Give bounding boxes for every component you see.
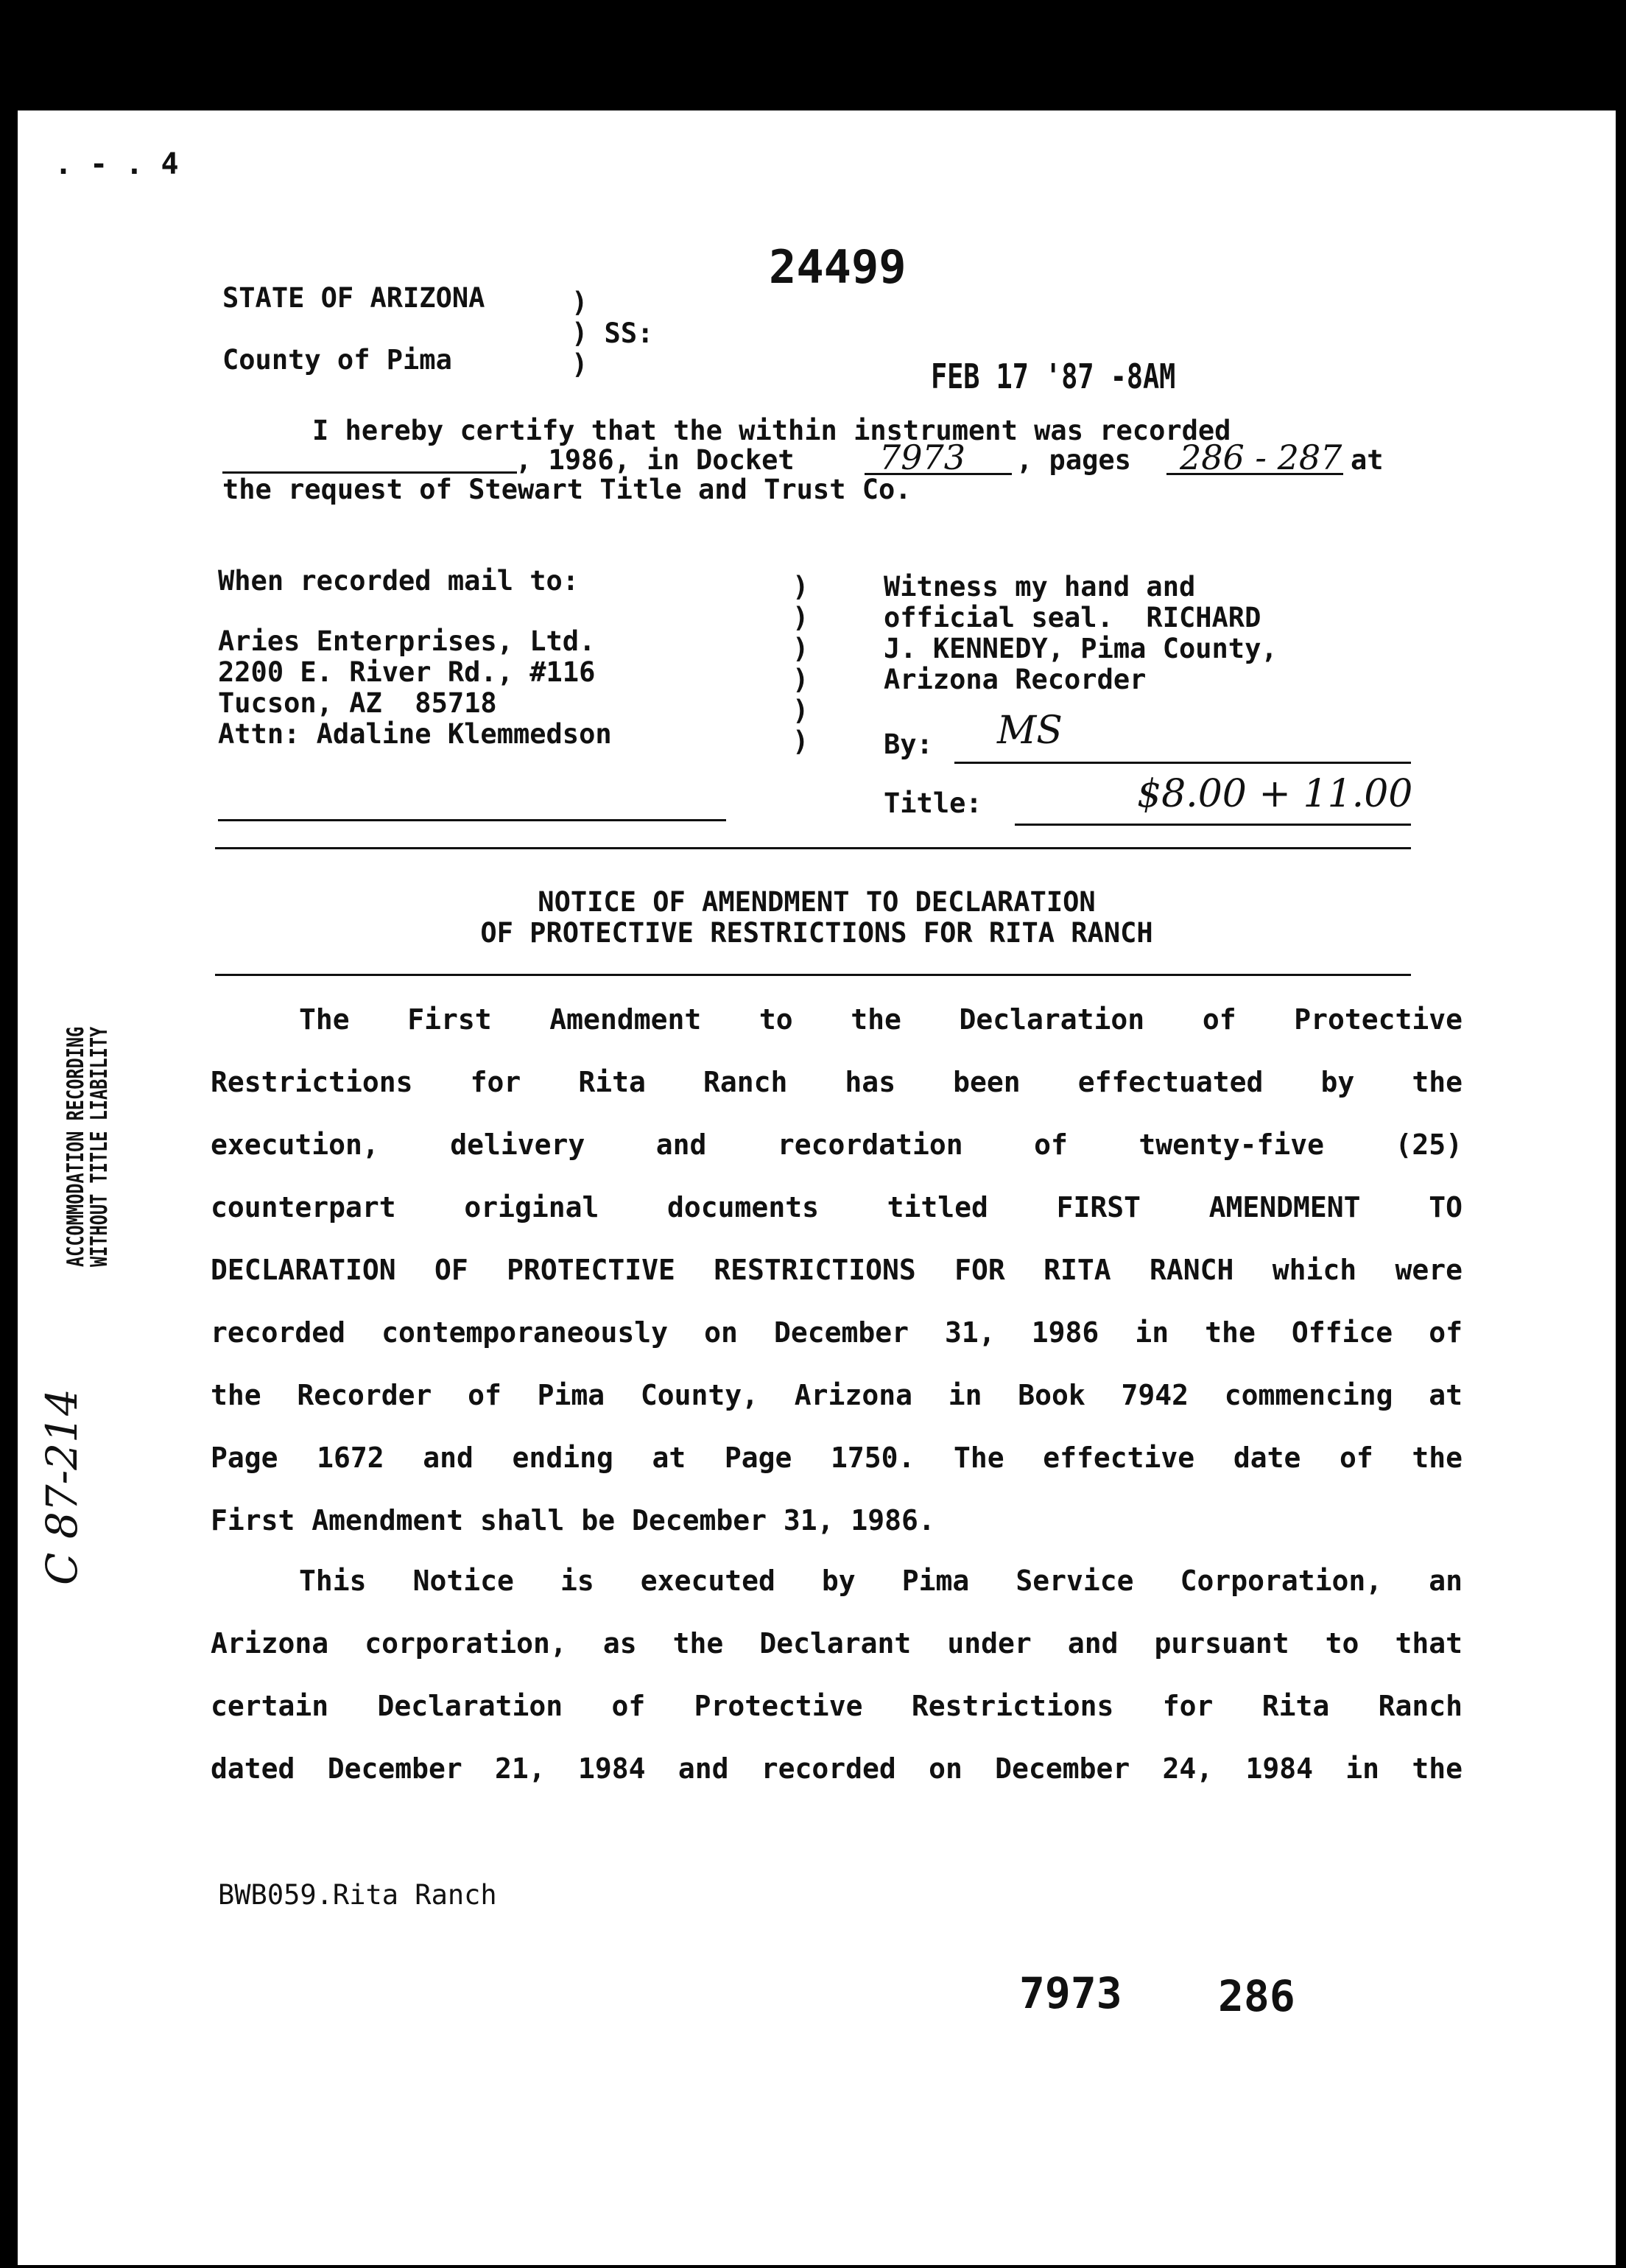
by-underline xyxy=(954,762,1411,764)
bracket-paren: ) xyxy=(792,571,809,603)
paragraph-line: This Notice is executed by Pima Service Corporation, an xyxy=(299,1565,1463,1597)
county-label: County of Pima xyxy=(222,344,452,376)
paragraph-line: dated December 21, 1984 and recorded on December 24, 1984 in the xyxy=(211,1752,1463,1785)
witness-line: Arizona Recorder xyxy=(884,664,1147,695)
mail-to-underline xyxy=(218,819,726,821)
paragraph-line: the Recorder of Pima County, Arizona in Book 7942 commencing at xyxy=(211,1379,1463,1411)
certify-line-2c: at xyxy=(1351,444,1384,476)
paragraph-2 xyxy=(211,1550,1463,1800)
paragraph-line: First Amendment shall be December 31, 1986. xyxy=(211,1504,935,1537)
mail-to-line: Attn: Adaline Klemmedson xyxy=(218,718,612,750)
by-handwritten: MS xyxy=(997,709,1063,753)
paragraph-line: counterpart original documents titled FIRST AMENDMENT TO xyxy=(211,1191,1463,1223)
paragraph-1 xyxy=(211,989,1463,1552)
bracket-paren: ) xyxy=(792,695,809,726)
ss-label: ) SS: xyxy=(571,317,654,349)
witness-line: Witness my hand and xyxy=(884,571,1196,603)
footer-filename: BWB059.Rita Ranch xyxy=(218,1879,497,1911)
certify-line-3: the request of Stewart Title and Trust Co. xyxy=(222,474,912,505)
accommodation-stamp-line-2: WITHOUT TITLE LIABILITY xyxy=(86,1026,113,1267)
by-label: By: xyxy=(884,729,933,760)
title-underline xyxy=(1015,824,1411,826)
recording-number: 24499 xyxy=(769,240,907,294)
certify-line-1: I hereby certify that the within instrument was recorded xyxy=(312,415,1231,446)
certify-line-2b: , pages xyxy=(1016,444,1131,476)
witness-line: J. KENNEDY, Pima County, xyxy=(884,633,1278,664)
paragraph-line: The First Amendment to the Declaration of Protective xyxy=(299,1003,1463,1036)
mail-to-line: Aries Enterprises, Ltd. xyxy=(218,625,596,657)
notice-heading-2: OF PROTECTIVE RESTRICTIONS FOR RITA RANCH xyxy=(480,917,1153,949)
section-rule xyxy=(215,847,1411,849)
side-handwritten-note: C 87-214 xyxy=(37,1388,87,1585)
title-label: Title: xyxy=(884,787,982,819)
footer-docket: 7973 xyxy=(1019,1968,1122,2018)
footer-page: 286 xyxy=(1218,1971,1295,2021)
paragraph-line: DECLARATION OF PROTECTIVE RESTRICTIONS FOR RITA RANCH which were xyxy=(211,1254,1463,1286)
bracket-paren: ) xyxy=(792,726,809,757)
paragraph-line: recorded contemporaneously on December 31, 1986 in the Office of xyxy=(211,1316,1463,1349)
notice-heading-1: NOTICE OF AMENDMENT TO DECLARATION xyxy=(538,886,1096,918)
docket-handwritten: 7973 xyxy=(879,438,966,477)
venue-paren: ) xyxy=(571,287,588,318)
date-stamp: FEB 17 '87 -8AM xyxy=(931,357,1176,396)
pages-handwritten: 286 - 287 xyxy=(1180,438,1342,477)
mail-to-line: Tucson, AZ 85718 xyxy=(218,687,497,719)
heading-rule xyxy=(215,974,1411,976)
pages-blank xyxy=(1166,473,1343,475)
paragraph-line: Page 1672 and ending at Page 1750. The effective date of the xyxy=(211,1442,1463,1474)
bracket-paren: ) xyxy=(792,664,809,695)
document-page xyxy=(18,110,1616,2265)
corner-marks: . - . 4 xyxy=(54,147,179,181)
paragraph-line: Arizona corporation, as the Declarant under and pursuant to that xyxy=(211,1627,1463,1660)
paragraph-line: execution, delivery and recordation of twenty-five (25) xyxy=(211,1128,1463,1161)
title-handwritten: $8.00 + 11.00 xyxy=(1137,772,1413,816)
accommodation-stamp-line-1: ACCOMMODATION RECORDING xyxy=(63,1026,89,1267)
bracket-paren: ) xyxy=(792,633,809,664)
certify-line-2a: , 1986, in Docket xyxy=(515,444,795,476)
mail-to-line: 2200 E. River Rd., #116 xyxy=(218,656,596,688)
paragraph-line: certain Declaration of Protective Restrictions for Rita Ranch xyxy=(211,1690,1463,1722)
mail-to-label: When recorded mail to: xyxy=(218,565,580,597)
paragraph-line: Restrictions for Rita Ranch has been effectuated by the xyxy=(211,1066,1463,1098)
venue-paren: ) xyxy=(571,348,588,380)
bracket-paren: ) xyxy=(792,602,809,633)
witness-line: official seal. RICHARD xyxy=(884,602,1261,633)
state-label: STATE OF ARIZONA xyxy=(222,282,485,314)
